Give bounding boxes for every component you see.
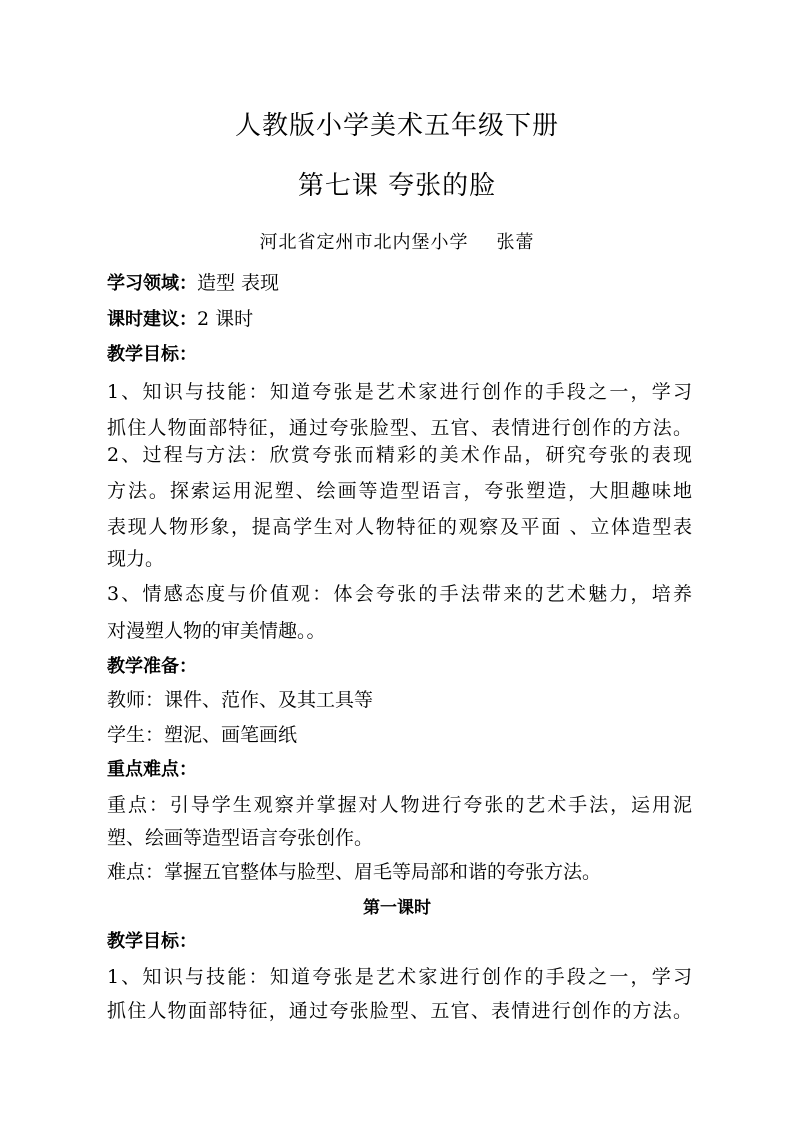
class-hours-line <box>107 305 692 334</box>
objective-2-line-1: 2、过程与方法：欣赏夸张而精彩的美术作品，研究夸张的表现 <box>107 444 692 466</box>
learning-domain-label: 学习领域： <box>107 273 197 294</box>
preparation-student: 学生：塑泥、画笔画纸 <box>107 724 298 746</box>
lesson-one-objectives-heading: 教学目标： <box>107 931 197 952</box>
keypoint-line-2: 塑、绘画等造型语言夸张创作。 <box>107 827 374 849</box>
objective-1-line-2: 抓住人物面部特征，通过夸张脸型、五官、表情进行创作的方法。 <box>107 417 692 439</box>
author-school: 河北省定州市北内堡小学 <box>259 232 469 253</box>
lesson-one-objective-line-1: 1、知识与技能：知道夸张是艺术家进行创作的手段之一，学习 <box>107 966 692 988</box>
objective-2-line-3: 表现人物形象，提高学生对人物特征的观察及平面 、立体造型表 <box>107 516 692 538</box>
document-title: 人教版小学美术五年级下册 <box>234 111 559 141</box>
lesson-one-objective-line-2: 抓住人物面部特征，通过夸张脸型、五官、表情进行创作的方法。 <box>107 1000 692 1022</box>
keypoint-line-1: 重点：引导学生观察并掌握对人物进行夸张的艺术手法，运用泥 <box>107 794 692 816</box>
lesson-one-heading: 第一课时 <box>363 898 431 918</box>
class-hours-value: 2 课时 <box>197 308 254 330</box>
author-line <box>0 230 794 256</box>
keypoints-heading: 重点难点： <box>107 759 197 780</box>
objective-3-line-1: 3、情感态度与价值观：体会夸张的手法带来的艺术魅力，培养 <box>107 583 692 605</box>
objective-2-line-2: 方法。探索运用泥塑、绘画等造型语言，夸张塑造，大胆趣味地 <box>107 480 692 502</box>
preparation-heading: 教学准备： <box>107 656 197 677</box>
objective-2-line-4: 现力。 <box>107 548 165 570</box>
objectives-heading: 教学目标： <box>107 344 197 365</box>
learning-domain-value: 造型 表现 <box>197 272 280 294</box>
objective-3-line-2: 对漫塑人物的审美情趣。。 <box>107 620 326 642</box>
class-hours-label: 课时建议： <box>107 309 197 330</box>
lesson-title: 第七课 夸张的脸 <box>297 171 497 201</box>
difficulty-line: 难点：掌握五官整体与脸型、眉毛等局部和谐的夸张方法。 <box>107 861 602 883</box>
objective-1-line-1: 1、知识与技能：知道夸张是艺术家进行创作的手段之一，学习 <box>107 381 692 403</box>
author-name: 张蕾 <box>496 232 535 253</box>
learning-domain-line <box>107 269 692 298</box>
preparation-teacher: 教师：课件、范作、及其工具等 <box>107 689 374 711</box>
